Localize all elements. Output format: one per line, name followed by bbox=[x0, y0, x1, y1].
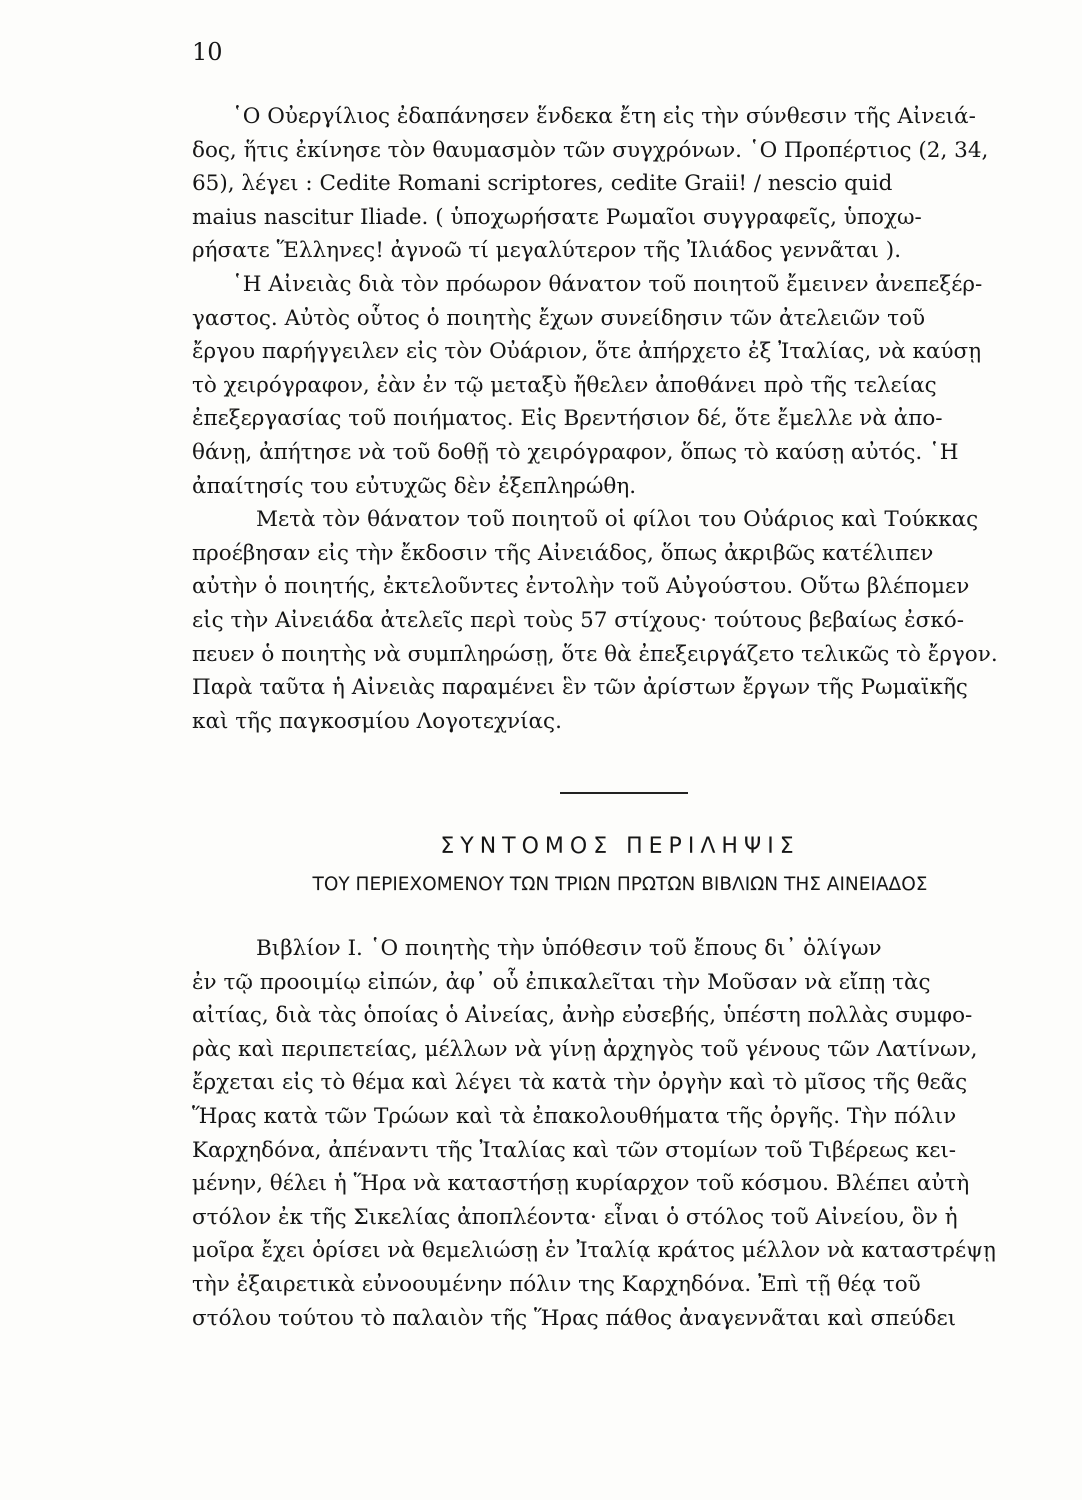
text-line: ἐν τῷ προοιμίῳ εἰπών, ἀφ᾽ οὗ ἐπικαλεῖται τὴν Μοῦσαν νὰ εἴπῃ τὰς bbox=[192, 969, 931, 995]
text-line: Ἥρας κατὰ τῶν Τρώων καὶ τὰ ἐπακολουθήματα τῆς ὀργῆς. Τὴν πόλιν bbox=[192, 1103, 957, 1129]
text-line: προέβησαν εἰς τὴν ἔκδοσιν τῆς Αἰνειάδος, ὅπως ἀκριβῶς κατέλιπεν bbox=[192, 540, 934, 566]
text-line: ῾Η Αἰνειὰς διὰ τὸν πρόωρον θάνατον τοῦ ποιητοῦ ἔμεινεν ἀνεπεξέρ- bbox=[232, 271, 983, 297]
summary-heading: ΣΥΝΤΟΜΟΣ ΠΕΡΙΛΗΨΙΣ bbox=[440, 834, 800, 859]
text-line: Παρὰ ταῦτα ἡ Αἰνειὰς παραμένει ἓν τῶν ἀρίστων ἔργων τῆς Ρωμαϊκῆς bbox=[192, 675, 968, 701]
text-line: εἰς τὴν Αἰνειάδα ἀτελεῖς περὶ τοὺς 57 στίχους· τούτους βεβαίως ἐσκό- bbox=[192, 607, 964, 633]
text-line: ἀπαίτησίς του εὐτυχῶς δὲν ἐξεπληρώθη. bbox=[192, 473, 637, 499]
text-line: τὸ χειρόγραφον, ἐὰν ἐν τῷ μεταξὺ ἤθελεν ἀποθάνει πρὸ τῆς τελείας bbox=[192, 372, 937, 398]
text-line: στόλου τούτου τὸ παλαιὸν τῆς Ἥρας πάθος ἀναγεννᾶται καὶ σπεύδει bbox=[192, 1305, 957, 1331]
text-line: ἔρχεται εἰς τὸ θέμα καὶ λέγει τὰ κατὰ τὴν ὀργὴν καὶ τὸ μῖσος τῆς θεᾶς bbox=[192, 1070, 968, 1096]
text-line: μοῖρα ἔχει ὁρίσει νὰ θεμελιώσῃ ἐν Ἰταλίᾳ κράτος μέλλον νὰ καταστρέψῃ bbox=[192, 1238, 996, 1264]
page-number: 10 bbox=[192, 38, 223, 66]
text-line: δος, ἥτις ἐκίνησε τὸν θαυμασμὸν τῶν συγχρόνων. ῾Ο Προπέρτιος (2, 34, bbox=[192, 137, 989, 163]
text-line: καὶ τῆς παγκοσμίου Λογοτεχνίας. bbox=[192, 708, 562, 734]
text-line: αὐτὴν ὁ ποιητής, ἐκτελοῦντες ἐντολὴν τοῦ Αὐγούστου. Οὕτω βλέπομεν bbox=[192, 574, 970, 600]
text-line: θάνῃ, ἀπήτησε νὰ τοῦ δοθῇ τὸ χειρόγραφον, ὅπως τὸ καύσῃ αὐτός. ῾Η bbox=[192, 439, 959, 465]
text-line: ρήσατε Ἕλληνες! ἀγνοῶ τί μεγαλύτερον τῆς Ἰλιάδος γεννᾶται ). bbox=[192, 238, 902, 264]
text-line: ρὰς καὶ περιπετείας, μέλλων νὰ γίνῃ ἀρχηγὸς τοῦ γένους τῶν Λατίνων, bbox=[192, 1036, 978, 1062]
text-line: maius nascitur Iliade. ( ὑποχωρήσατε Ρωμαῖοι συγγραφεῖς, ὑποχω- bbox=[192, 204, 922, 230]
text-line: γαστος. Αὐτὸς οὗτος ὁ ποιητὴς ἔχων συνείδησιν τῶν ἀτελειῶν τοῦ bbox=[192, 305, 926, 331]
text-line: Μετὰ τὸν θάνατον τοῦ ποιητοῦ οἱ φίλοι του Οὐάριος καὶ Τούκκας bbox=[256, 507, 979, 533]
text-line: ἐπεξεργασίας τοῦ ποιήματος. Εἰς Βρεντήσιον δέ, ὅτε ἔμελλε νὰ ἀπο- bbox=[192, 406, 943, 432]
text-line: τὴν ἐξαιρετικὰ εὐνοουμένην πόλιν της Καρχηδόνα. Ἐπὶ τῇ θέᾳ τοῦ bbox=[192, 1271, 921, 1297]
text-line: πευεν ὁ ποιητὴς νὰ συμπληρώσῃ, ὅτε θὰ ἐπεξειργάζετο τελικῶς τὸ ἔργον. bbox=[192, 641, 998, 667]
text-line: Καρχηδόνα, ἀπέναντι τῆς Ἰταλίας καὶ τῶν στομίων τοῦ Τιβέρεως κει- bbox=[192, 1137, 957, 1163]
text-line: στόλον ἐκ τῆς Σικελίας ἀποπλέοντα· εἶναι ὁ στόλος τοῦ Αἰνείου, ὃν ἡ bbox=[192, 1204, 958, 1230]
text-line: 65), λέγει : Cedite Romani scriptores, cedite Graii! / nescio quid bbox=[192, 171, 893, 197]
section-divider bbox=[560, 792, 688, 794]
summary-text bbox=[192, 932, 1048, 1335]
text-line: αἰτίας, διὰ τὰς ὁποίας ὁ Αἰνείας, ἀνὴρ εὐσεβής, ὑπέστη πολλὰς συμφο- bbox=[192, 1003, 973, 1029]
text-line: ἔργου παρήγγειλεν εἰς τὸν Οὐάριον, ὅτε ἀπήρχετο ἐξ Ἰταλίας, νὰ καύσῃ bbox=[192, 339, 982, 365]
intro-text bbox=[192, 100, 1048, 738]
summary-subheading: ΤΟΥ ΠΕΡΙΕΧΟΜΕΝΟΥ ΤΩΝ ΤΡΙΩΝ ΠΡΩΤΩΝ ΒΙΒΛΙΩΝ ΤΗΣ ΑΙΝΕΙΑΔΟΣ bbox=[312, 874, 928, 895]
text-line: μένην, θέλει ἡ Ἥρα νὰ καταστήσῃ κυρίαρχον τοῦ κόσμου. Βλέπει αὐτὴ bbox=[192, 1171, 970, 1197]
text-line: Βιβλίον Ι. ῾Ο ποιητὴς τὴν ὑπόθεσιν τοῦ ἔπους δι᾽ ὀλίγων bbox=[256, 936, 882, 961]
text-line: ῾Ο Οὐεργίλιος ἐδαπάνησεν ἕνδεκα ἔτη εἰς τὴν σύνθεσιν τῆς Αἰνειά- bbox=[232, 104, 976, 129]
